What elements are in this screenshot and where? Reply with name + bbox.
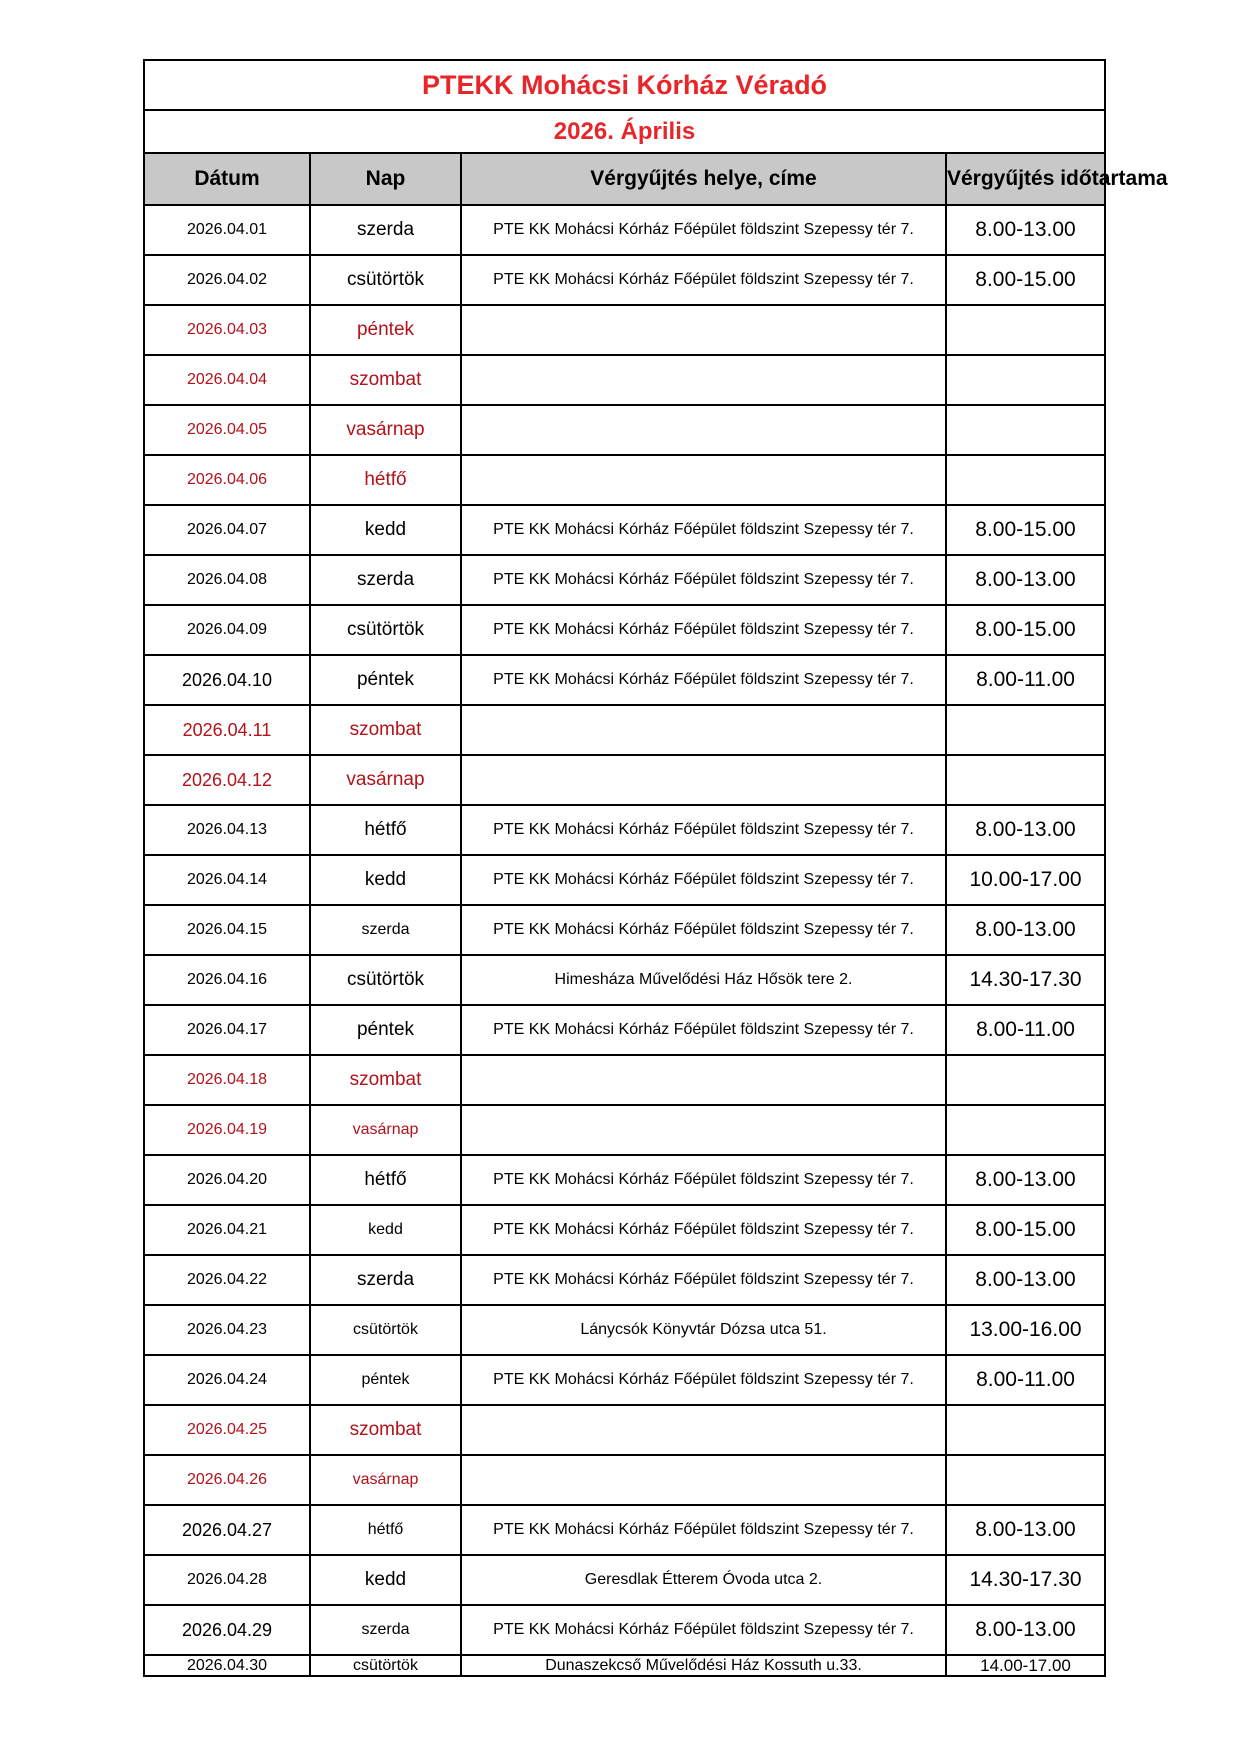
time-cell: 8.00-15.00 xyxy=(946,605,1105,655)
time-cell: 8.00-15.00 xyxy=(946,1205,1105,1255)
location-cell xyxy=(461,355,946,405)
table-row xyxy=(144,1605,1105,1655)
location-cell: PTE KK Mohácsi Kórház Főépület földszint Szepessy tér 7. xyxy=(461,805,946,855)
table-row xyxy=(144,1655,1105,1676)
date-cell: 2026.04.24 xyxy=(144,1355,310,1405)
time-cell: 14.30-17.30 xyxy=(946,1555,1105,1605)
date-cell: 2026.04.17 xyxy=(144,1005,310,1055)
table-row xyxy=(144,355,1105,405)
time-cell: 8.00-13.00 xyxy=(946,1505,1105,1555)
table-row xyxy=(144,555,1105,605)
table-row xyxy=(144,1105,1105,1155)
day-cell: vasárnap xyxy=(310,1455,461,1505)
day-cell: szerda xyxy=(310,1255,461,1305)
location-cell: Geresdlak Étterem Óvoda utca 2. xyxy=(461,1555,946,1605)
table-row xyxy=(144,1305,1105,1355)
date-cell: 2026.04.26 xyxy=(144,1455,310,1505)
date-cell: 2026.04.25 xyxy=(144,1405,310,1455)
location-cell xyxy=(461,455,946,505)
date-cell: 2026.04.11 xyxy=(144,705,310,755)
time-cell: 8.00-11.00 xyxy=(946,1005,1105,1055)
day-cell: csütörtök xyxy=(310,605,461,655)
day-cell: csütörtök xyxy=(310,1305,461,1355)
date-cell: 2026.04.02 xyxy=(144,255,310,305)
date-cell: 2026.04.16 xyxy=(144,955,310,1005)
location-cell: PTE KK Mohácsi Kórház Főépület földszint Szepessy tér 7. xyxy=(461,205,946,255)
day-cell: szombat xyxy=(310,705,461,755)
location-cell xyxy=(461,1455,946,1505)
table-row xyxy=(144,305,1105,355)
date-cell: 2026.04.10 xyxy=(144,655,310,705)
table-row xyxy=(144,455,1105,505)
day-cell: szerda xyxy=(310,905,461,955)
location-cell: Dunaszekcső Művelődési Ház Kossuth u.33. xyxy=(461,1655,946,1676)
date-cell: 2026.04.06 xyxy=(144,455,310,505)
date-cell: 2026.04.01 xyxy=(144,205,310,255)
time-cell: 8.00-13.00 xyxy=(946,1605,1105,1655)
table-row xyxy=(144,1005,1105,1055)
location-cell: Himesháza Művelődési Ház Hősök tere 2. xyxy=(461,955,946,1005)
location-cell xyxy=(461,405,946,455)
table-row xyxy=(144,1055,1105,1105)
time-cell: 8.00-13.00 xyxy=(946,1155,1105,1205)
date-cell: 2026.04.28 xyxy=(144,1555,310,1605)
location-cell xyxy=(461,705,946,755)
location-cell xyxy=(461,1405,946,1455)
table-row xyxy=(144,1155,1105,1205)
date-cell: 2026.04.09 xyxy=(144,605,310,655)
date-cell: 2026.04.30 xyxy=(144,1655,310,1676)
date-cell: 2026.04.22 xyxy=(144,1255,310,1305)
location-cell: PTE KK Mohácsi Kórház Főépület földszint Szepessy tér 7. xyxy=(461,1205,946,1255)
table-row xyxy=(144,1505,1105,1555)
date-cell: 2026.04.29 xyxy=(144,1605,310,1655)
date-cell: 2026.04.04 xyxy=(144,355,310,405)
location-cell xyxy=(461,305,946,355)
date-cell: 2026.04.08 xyxy=(144,555,310,605)
day-cell: kedd xyxy=(310,1205,461,1255)
table-row xyxy=(144,205,1105,255)
table-row xyxy=(144,955,1105,1005)
day-cell: szombat xyxy=(310,1405,461,1455)
location-cell xyxy=(461,755,946,805)
location-cell: PTE KK Mohácsi Kórház Főépület földszint Szepessy tér 7. xyxy=(461,655,946,705)
location-cell: PTE KK Mohácsi Kórház Főépület földszint Szepessy tér 7. xyxy=(461,1605,946,1655)
date-cell: 2026.04.03 xyxy=(144,305,310,355)
table-row xyxy=(144,1405,1105,1455)
time-cell xyxy=(946,455,1105,505)
date-cell: 2026.04.07 xyxy=(144,505,310,555)
table-row xyxy=(144,655,1105,705)
time-cell: 10.00-17.00 xyxy=(946,855,1105,905)
day-cell: szombat xyxy=(310,1055,461,1105)
time-cell xyxy=(946,355,1105,405)
location-cell: PTE KK Mohácsi Kórház Főépület földszint Szepessy tér 7. xyxy=(461,1355,946,1405)
time-cell xyxy=(946,405,1105,455)
day-cell: péntek xyxy=(310,1355,461,1405)
date-cell: 2026.04.12 xyxy=(144,755,310,805)
table-row xyxy=(144,1355,1105,1405)
date-cell: 2026.04.13 xyxy=(144,805,310,855)
column-header-location: Vérgyűjtés helye, címe xyxy=(461,153,946,205)
location-cell: PTE KK Mohácsi Kórház Főépület földszint Szepessy tér 7. xyxy=(461,1155,946,1205)
column-header-duration: Vérgyűjtés időtartama xyxy=(946,153,1105,205)
table-row xyxy=(144,1455,1105,1505)
day-cell: szerda xyxy=(310,205,461,255)
day-cell: hétfő xyxy=(310,805,461,855)
table-row xyxy=(144,705,1105,755)
date-cell: 2026.04.05 xyxy=(144,405,310,455)
table-row xyxy=(144,605,1105,655)
day-cell: kedd xyxy=(310,505,461,555)
time-cell: 8.00-15.00 xyxy=(946,255,1105,305)
day-cell: vasárnap xyxy=(310,1105,461,1155)
day-cell: csütörtök xyxy=(310,955,461,1005)
location-cell: PTE KK Mohácsi Kórház Főépület földszint Szepessy tér 7. xyxy=(461,555,946,605)
location-cell xyxy=(461,1105,946,1155)
location-cell: PTE KK Mohácsi Kórház Főépület földszint Szepessy tér 7. xyxy=(461,1505,946,1555)
table-row xyxy=(144,1205,1105,1255)
date-cell: 2026.04.15 xyxy=(144,905,310,955)
day-cell: hétfő xyxy=(310,1505,461,1555)
time-cell xyxy=(946,1405,1105,1455)
time-cell: 8.00-11.00 xyxy=(946,655,1105,705)
day-cell: kedd xyxy=(310,1555,461,1605)
time-cell: 14.00-17.00 xyxy=(946,1655,1105,1676)
location-cell: PTE KK Mohácsi Kórház Főépület földszint Szepessy tér 7. xyxy=(461,1005,946,1055)
location-cell: Lánycsók Könyvtár Dózsa utca 51. xyxy=(461,1305,946,1355)
table-row xyxy=(144,755,1105,805)
day-cell: szombat xyxy=(310,355,461,405)
time-cell xyxy=(946,1105,1105,1155)
time-cell: 8.00-13.00 xyxy=(946,905,1105,955)
day-cell: hétfő xyxy=(310,455,461,505)
day-cell: vasárnap xyxy=(310,755,461,805)
day-cell: szerda xyxy=(310,1605,461,1655)
time-cell: 8.00-13.00 xyxy=(946,1255,1105,1305)
time-cell: 8.00-13.00 xyxy=(946,555,1105,605)
date-cell: 2026.04.23 xyxy=(144,1305,310,1355)
day-cell: péntek xyxy=(310,655,461,705)
day-cell: csütörtök xyxy=(310,255,461,305)
schedule-rows xyxy=(144,205,1105,1676)
date-cell: 2026.04.19 xyxy=(144,1105,310,1155)
time-cell: 8.00-15.00 xyxy=(946,505,1105,555)
table-row xyxy=(144,855,1105,905)
location-cell: PTE KK Mohácsi Kórház Főépület földszint Szepessy tér 7. xyxy=(461,1255,946,1305)
column-header-date: Dátum xyxy=(144,153,310,205)
location-cell: PTE KK Mohácsi Kórház Főépület földszint Szepessy tér 7. xyxy=(461,505,946,555)
table-row xyxy=(144,905,1105,955)
time-cell: 14.30-17.30 xyxy=(946,955,1105,1005)
schedule-table xyxy=(143,59,1168,1677)
month-heading: 2026. Április xyxy=(144,110,1105,153)
table-row xyxy=(144,255,1105,305)
date-cell: 2026.04.18 xyxy=(144,1055,310,1105)
table-row xyxy=(144,505,1105,555)
table-row xyxy=(144,805,1105,855)
time-cell xyxy=(946,755,1105,805)
table-row xyxy=(144,405,1105,455)
time-cell: 13.00-16.00 xyxy=(946,1305,1105,1355)
day-cell: vasárnap xyxy=(310,405,461,455)
date-cell: 2026.04.20 xyxy=(144,1155,310,1205)
day-cell: péntek xyxy=(310,1005,461,1055)
time-cell xyxy=(946,705,1105,755)
day-cell: péntek xyxy=(310,305,461,355)
table-row xyxy=(144,1555,1105,1605)
day-cell: szerda xyxy=(310,555,461,605)
date-cell: 2026.04.14 xyxy=(144,855,310,905)
date-cell: 2026.04.21 xyxy=(144,1205,310,1255)
table-row xyxy=(144,1255,1105,1305)
day-cell: csütörtök xyxy=(310,1655,461,1676)
page-title: PTEKK Mohácsi Kórház Véradó xyxy=(144,60,1105,110)
time-cell xyxy=(946,1455,1105,1505)
day-cell: kedd xyxy=(310,855,461,905)
date-cell: 2026.04.27 xyxy=(144,1505,310,1555)
day-cell: hétfő xyxy=(310,1155,461,1205)
time-cell xyxy=(946,1055,1105,1105)
location-cell xyxy=(461,1055,946,1105)
time-cell xyxy=(946,305,1105,355)
column-header-day: Nap xyxy=(310,153,461,205)
time-cell: 8.00-11.00 xyxy=(946,1355,1105,1405)
location-cell: PTE KK Mohácsi Kórház Főépület földszint Szepessy tér 7. xyxy=(461,255,946,305)
time-cell: 8.00-13.00 xyxy=(946,205,1105,255)
location-cell: PTE KK Mohácsi Kórház Főépület földszint Szepessy tér 7. xyxy=(461,905,946,955)
time-cell: 8.00-13.00 xyxy=(946,805,1105,855)
location-cell: PTE KK Mohácsi Kórház Főépület földszint Szepessy tér 7. xyxy=(461,855,946,905)
location-cell: PTE KK Mohácsi Kórház Főépület földszint Szepessy tér 7. xyxy=(461,605,946,655)
